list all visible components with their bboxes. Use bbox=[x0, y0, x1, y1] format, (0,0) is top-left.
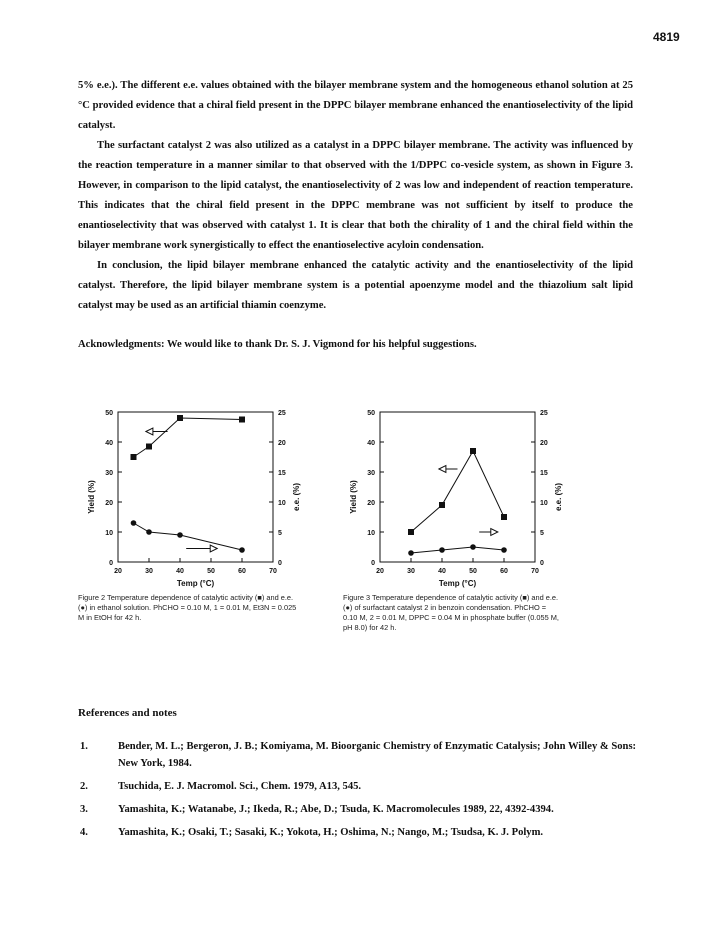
paragraph: The surfactant catalyst 2 was also utilized as a catalyst in a DPPC bilayer membrane. The activity was influenced by the reaction temperature in a manner similar to that observed with the 1/DPPC co-vesicle system, as shown in Figure 3. However, in comparison to the lipid catalyst, the enantioselectivity of 2 was low and independent of reaction temperature. This indicates that the chiral field present in the DPPC membrane was not sufficient by itself to produce the enantioselectivity that was observed with catalyst 1. It is clear that both the chirality of 1 and the chiral field within the bilayer membrane work synergistically to effect the enantioselective acyloin condensation. bbox=[78, 140, 633, 251]
axis-arrow-head bbox=[146, 428, 153, 435]
y-left-tick-label: 50 bbox=[105, 410, 113, 417]
y-right-axis-label: e.e. (%) bbox=[292, 482, 301, 512]
y-right-tick-label: 0 bbox=[540, 560, 544, 567]
reference-text: Bender, M. L.; Bergeron, J. B.; Komiyama, M. Bioorganic Chemistry of Enzymatic Catalysis; John Willey & Sons: New York, 1984. bbox=[118, 741, 637, 769]
axis-arrow-head bbox=[210, 545, 217, 552]
reference-text: Tsuchida, E. J. Macromol. Sci., Chem. 1979, A13, 545. bbox=[118, 781, 362, 792]
y-left-tick-label: 50 bbox=[367, 410, 375, 417]
reference-number: 3. bbox=[80, 804, 88, 815]
x-tick-label: 50 bbox=[469, 568, 477, 575]
y-left-tick-label: 20 bbox=[367, 500, 375, 507]
y-right-tick-label: 0 bbox=[278, 560, 282, 567]
x-tick-label: 20 bbox=[376, 568, 384, 575]
y-left-tick-label: 30 bbox=[105, 470, 113, 477]
reference-item bbox=[80, 824, 640, 841]
figure-3 bbox=[340, 400, 570, 595]
y-right-tick-label: 15 bbox=[278, 470, 286, 477]
circle-marker bbox=[239, 547, 245, 553]
y-right-tick-label: 25 bbox=[278, 410, 286, 417]
y-left-tick-label: 20 bbox=[105, 500, 113, 507]
square-marker bbox=[470, 448, 476, 454]
square-marker bbox=[439, 502, 445, 508]
square-marker bbox=[131, 454, 137, 460]
circle-marker bbox=[146, 529, 152, 535]
y-right-tick-label: 15 bbox=[540, 470, 548, 477]
circle-marker bbox=[408, 550, 414, 556]
y-right-tick-label: 10 bbox=[540, 500, 548, 507]
y-left-tick-label: 0 bbox=[109, 560, 113, 567]
paragraph: In conclusion, the lipid bilayer membrane enhanced the catalytic activity and the enantioselectivity of the lipid catalyst. Therefore, the lipid bilayer membrane system is a potential apoenzyme model and the thiazolium salt lipid catalyst may be used as an artificial thiamin coenzyme. bbox=[78, 260, 633, 311]
reference-item bbox=[80, 738, 640, 772]
x-tick-label: 60 bbox=[500, 568, 508, 575]
square-marker bbox=[146, 444, 152, 450]
x-tick-label: 50 bbox=[207, 568, 215, 575]
x-tick-label: 40 bbox=[438, 568, 446, 575]
y-left-axis-label: Yield (%) bbox=[87, 480, 96, 514]
y-right-axis-label: e.e. (%) bbox=[554, 482, 563, 512]
x-axis-label: Temp (°C) bbox=[438, 579, 477, 588]
square-marker bbox=[501, 514, 507, 520]
x-tick-label: 20 bbox=[114, 568, 122, 575]
y-right-tick-label: 20 bbox=[278, 440, 286, 447]
y-left-tick-label: 0 bbox=[371, 560, 375, 567]
x-tick-label: 30 bbox=[145, 568, 153, 575]
y-left-tick-label: 30 bbox=[367, 470, 375, 477]
square-marker bbox=[177, 415, 183, 421]
body-text bbox=[78, 76, 633, 316]
x-tick-label: 40 bbox=[176, 568, 184, 575]
circle-marker bbox=[177, 532, 183, 538]
figure-3-caption: Figure 3 Temperature dependence of catalytic activity (■) and e.e. (●) of surfactant catalyst 2 in benzoin condensation. PhCHO = 0.10 M, 2 = 0.01 M, DPPC = 0.04 M in phosphate buffer (0.055 M, pH 8.0) for 42 h. bbox=[343, 593, 559, 632]
figure-3-chart bbox=[340, 400, 570, 590]
x-tick-label: 70 bbox=[269, 568, 277, 575]
y-left-tick-label: 40 bbox=[105, 440, 113, 447]
y-right-tick-label: 5 bbox=[540, 530, 544, 537]
y-left-tick-label: 10 bbox=[367, 530, 375, 537]
reference-number: 2. bbox=[80, 781, 88, 792]
y-left-tick-label: 40 bbox=[367, 440, 375, 447]
references-heading: References and notes bbox=[78, 707, 177, 719]
y-left-tick-label: 10 bbox=[105, 530, 113, 537]
square-marker bbox=[408, 529, 414, 535]
reference-number: 1. bbox=[80, 741, 88, 752]
circle-marker bbox=[501, 547, 507, 553]
series-line bbox=[134, 418, 243, 457]
x-tick-label: 70 bbox=[531, 568, 539, 575]
series-line bbox=[411, 547, 504, 553]
x-tick-label: 60 bbox=[238, 568, 246, 575]
y-right-tick-label: 5 bbox=[278, 530, 282, 537]
reference-item bbox=[80, 801, 640, 818]
figure-2 bbox=[78, 400, 308, 595]
x-axis-label: Temp (°C) bbox=[176, 579, 215, 588]
circle-marker bbox=[470, 544, 476, 550]
y-right-tick-label: 25 bbox=[540, 410, 548, 417]
y-right-tick-label: 20 bbox=[540, 440, 548, 447]
paragraph: 5% e.e.). The different e.e. values obtained with the bilayer membrane system and the homogeneous ethanol solution at 25 °C provided evidence that a chiral field present in the DPPC bilayer membrane enhanced the enantioselectivity of the lipid catalyst. bbox=[78, 80, 633, 131]
axis-arrow-head bbox=[439, 466, 446, 473]
y-left-axis-label: Yield (%) bbox=[349, 480, 358, 514]
page-number: 4819 bbox=[653, 30, 680, 44]
circle-marker bbox=[439, 547, 445, 553]
acknowledgments bbox=[78, 339, 638, 350]
series-line bbox=[411, 451, 504, 532]
acknowledgments-label: Acknowledgments: bbox=[78, 339, 165, 350]
reference-number: 4. bbox=[80, 827, 88, 838]
acknowledgments-text: We would like to thank Dr. S. J. Vigmond for his helpful suggestions. bbox=[166, 339, 477, 350]
circle-marker bbox=[131, 520, 137, 526]
plot-frame bbox=[118, 412, 273, 562]
y-right-tick-label: 10 bbox=[278, 500, 286, 507]
figure-2-caption: Figure 2 Temperature dependence of catalytic activity (■) and e.e.(●) in ethanol solution. PhCHO = 0.10 M, 1 = 0.01 M, Et3N = 0.025 M in EtOH for 42 h. bbox=[78, 593, 297, 622]
references-list bbox=[80, 738, 640, 847]
x-tick-label: 30 bbox=[407, 568, 415, 575]
figure-2-chart bbox=[78, 400, 308, 590]
series-line bbox=[134, 523, 243, 550]
plot-frame bbox=[380, 412, 535, 562]
reference-text: Yamashita, K.; Osaki, T.; Sasaki, K.; Yokota, H.; Oshima, N.; Nango, M.; Tsudsa, K. J. Polym. bbox=[118, 827, 544, 838]
reference-item bbox=[80, 778, 640, 795]
reference-text: Yamashita, K.; Watanabe, J.; Ikeda, R.; Abe, D.; Tsuda, K. Macromolecules 1989, 22, 4392-4394. bbox=[118, 804, 554, 815]
square-marker bbox=[239, 417, 245, 423]
axis-arrow-head bbox=[491, 529, 498, 536]
